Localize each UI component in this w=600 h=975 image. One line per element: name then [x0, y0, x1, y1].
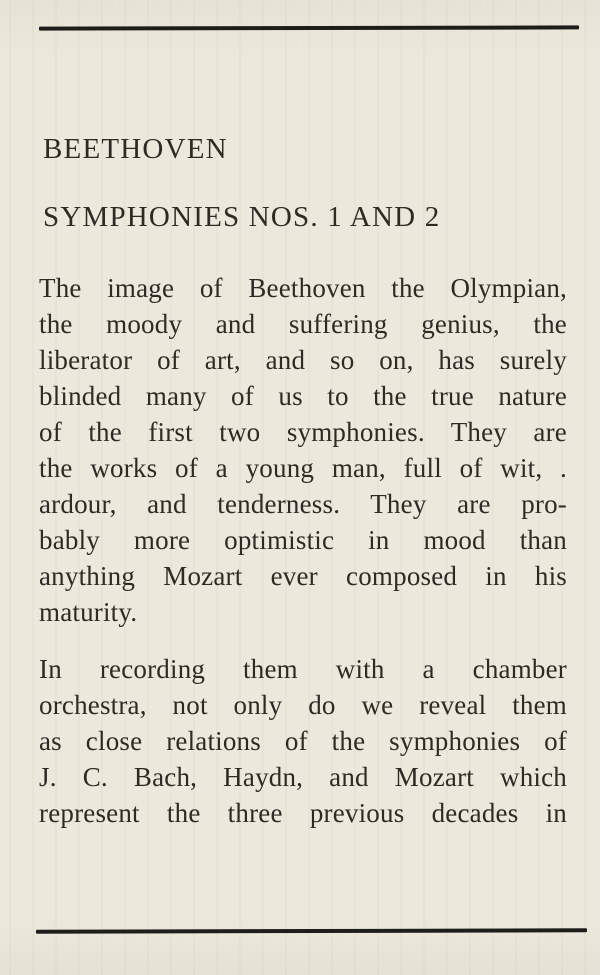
- composer-title: BEETHOVEN: [43, 133, 228, 165]
- text-line: represent the three previous decades in: [39, 798, 567, 828]
- text-line: blinded many of us to the true nature: [39, 381, 567, 411]
- text-line: bably more optimistic in mood than: [39, 525, 567, 555]
- text-line: The image of Beethoven the Olympian,: [39, 273, 567, 303]
- text-line: the moody and suffering genius, the: [39, 309, 567, 339]
- top-rule: [39, 25, 579, 30]
- paragraph-1: [39, 270, 567, 630]
- text-line: anything Mozart ever composed in his: [39, 561, 567, 591]
- paragraph-2: [39, 651, 567, 831]
- bottom-rule: [36, 928, 587, 933]
- text-line: J. C. Bach, Haydn, and Mozart which: [39, 762, 567, 792]
- text-line: as close relations of the symphonies of: [39, 726, 567, 756]
- text-line: In recording them with a chamber: [39, 654, 567, 684]
- text-line: maturity.: [39, 597, 138, 627]
- text-line: orchestra, not only do we reveal them: [39, 690, 567, 720]
- text-line: ardour, and tenderness. They are pro-: [39, 489, 567, 519]
- text-line: the works of a young man, full of wit, .: [39, 453, 567, 483]
- text-line: of the first two symphonies. They are: [39, 417, 567, 447]
- work-subtitle: SYMPHONIES NOS. 1 AND 2: [43, 201, 441, 233]
- text-line: liberator of art, and so on, has surely: [39, 345, 567, 375]
